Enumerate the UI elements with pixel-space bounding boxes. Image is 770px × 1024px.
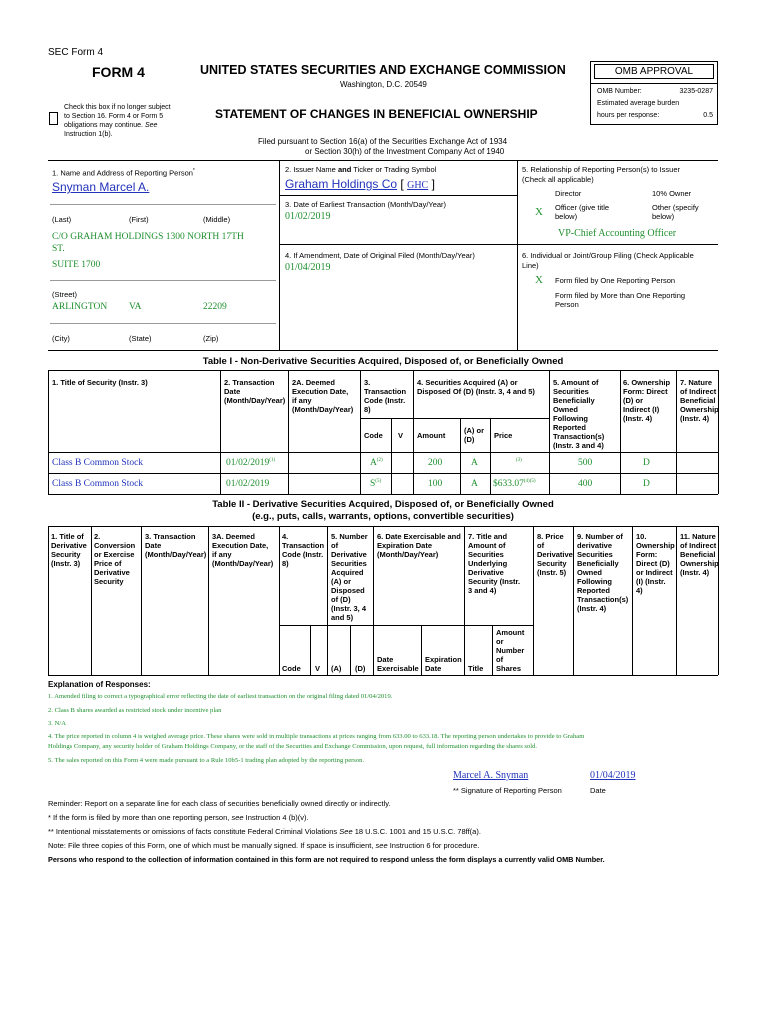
- box4-label: 4. If Amendment, Date of Original Filed (Month/Day/Year): [285, 251, 475, 260]
- t2-col-title: 1. Title of Derivative Security (Instr. 3): [51, 532, 87, 568]
- t1-row2-owned: 400: [578, 479, 593, 489]
- footnote-5: 5. The sales reported on this Form 4 were made pursuant to a Rule 10b5-1 trading plan adopted by the reporting person.: [48, 757, 365, 764]
- t1-sub-price: Price: [494, 431, 513, 440]
- t1-col-securities: 4. Securities Acquired (A) or Disposed Of (D) (Instr. 3, 4 and 5): [417, 378, 535, 396]
- footnote-1: 1. Amended filing to correct a typographical error reflecting the date of earliest transaction on the original filing dated 01/04/2019.: [48, 693, 393, 700]
- footer-line-3: Note: File three copies of this Form, one of which must be manually signed. If space is insufficient, see Instruction 6 for procedure.: [48, 841, 480, 850]
- t1-row1-owned: 500: [578, 458, 593, 468]
- reminder-text: Reminder: Report on a separate line for each class of securities beneficially owned directly or indirectly.: [48, 799, 391, 808]
- ticker-bracket-open: [: [400, 177, 404, 191]
- t2-col-nature: 11. Nature of Indirect Beneficial Ownership (Instr. 4): [680, 532, 719, 577]
- t1-row2-title[interactable]: Class B Common Stock: [52, 479, 144, 489]
- t2-col-underlying: 7. Title and Amount of Securities Underlying Derivative Security (Instr. 3 and 4): [468, 532, 521, 595]
- t1-col-code: 3. Transaction Code (Instr. 8): [364, 378, 407, 414]
- t1-sub-aord: (A) or (D): [464, 426, 484, 444]
- t1-col-nature: 7. Nature of Indirect Beneficial Ownership (Instr. 4): [680, 378, 719, 423]
- t2-sub-amount: Amount or Number of Shares: [496, 628, 525, 673]
- officer-checkmark[interactable]: X: [535, 206, 543, 218]
- t1-row2-price: $\$633.07^{(4)(5)}$: [493, 479, 536, 490]
- t2-sub-title: Title: [468, 664, 484, 673]
- officer-title: VP-Chief Accounting Officer: [558, 228, 677, 239]
- omb-hours: 0.5: [703, 112, 713, 119]
- t1-sub-v: V: [398, 431, 404, 440]
- box1-label: 1. Name and Address of Reporting Person*: [52, 168, 195, 178]
- t1-row1-form: D: [643, 458, 650, 468]
- table2-title: Table II - Derivative Securities Acquired, Disposed of, or Beneficially Owned (e.g., puts, calls, warrants, options, convertible securities): [212, 499, 554, 522]
- sec-form-label: SEC Form 4: [48, 47, 104, 58]
- director-option[interactable]: Director: [555, 189, 582, 198]
- t1-row1-amount: 200: [428, 458, 443, 468]
- omb-burden-label: Estimated average burden: [597, 100, 680, 107]
- street-label: (Street): [52, 290, 78, 299]
- t1-row1-price: (3): [516, 458, 522, 463]
- footer-line-1: * If the form is filed by more than one reporting person, see Instruction 4 (b)(v).: [48, 813, 309, 822]
- t2-col-number: 5. Number of Derivative Securities Acquired (A) or Disposed of (D) (Instr. 3, 4 and 5): [331, 532, 368, 622]
- more-persons-option[interactable]: Form filed by More than One Reporting Person: [555, 291, 686, 309]
- t1-sub-code: Code: [364, 431, 383, 440]
- omb-approval-title: OMB APPROVAL: [594, 64, 714, 79]
- address-state: VA: [129, 302, 142, 312]
- ticker-bracket-close: ]: [431, 177, 435, 191]
- agency-title: UNITED STATES SECURITIES AND EXCHANGE COMMISSION: [200, 63, 566, 77]
- filed-pursuant-2: or Section 30(h) of the Investment Company Act of 1940: [305, 147, 505, 156]
- footer-line-2: ** Intentional misstatements or omissions of facts constitute Federal Criminal Violations See 18 U.S.C. 1001 and 15 U.S.C. 78ff(a).: [48, 827, 481, 836]
- middle-label: (Middle): [203, 215, 231, 224]
- t1-row2-aord: A: [471, 479, 478, 489]
- omb-number: 3235-0287: [679, 88, 713, 95]
- t1-row1-title[interactable]: Class B Common Stock: [52, 458, 144, 468]
- omb-hours-label: hours per response:: [597, 112, 660, 119]
- one-person-checkmark[interactable]: X: [535, 274, 543, 286]
- ten-percent-owner-option[interactable]: 10% Owner: [652, 189, 692, 198]
- t1-col-title: 1. Title of Security (Instr. 3): [52, 378, 148, 387]
- filed-pursuant-1: Filed pursuant to Section 16(a) of the Securities Exchange Act of 1934: [258, 137, 508, 146]
- statement-title: STATEMENT OF CHANGES IN BENEFICIAL OWNERSHIP: [215, 107, 538, 121]
- t2-col-date: 3. Transaction Date (Month/Day/Year): [145, 532, 207, 559]
- t1-row1-aord: A: [471, 458, 478, 468]
- no-longer-subject-checkbox[interactable]: [49, 112, 58, 125]
- t2-col-exercisable: 6. Date Exercisable and Expiration Date (Month/Day/Year): [377, 532, 461, 559]
- t2-col-code: 4. Transaction Code (Instr. 8): [282, 532, 325, 568]
- form-title: FORM 4: [92, 64, 145, 80]
- officer-option[interactable]: Officer (give title below): [555, 203, 610, 221]
- issuer-name[interactable]: Graham Holdings Co: [285, 177, 398, 191]
- amendment-date: 01/04/2019: [285, 262, 331, 273]
- checkbox-instructions: [64, 103, 171, 139]
- t1-sub-amount: Amount: [417, 431, 446, 440]
- t1-col-ownership-form: 6. Ownership Form: Direct (D) or Indirect (I) (Instr. 4): [623, 378, 671, 423]
- t2-col-ownership-form: 10. Ownership Form: Direct (D) or Indirect (I) (Instr. 4): [636, 532, 675, 595]
- address-line-3: SUITE 1700: [52, 260, 101, 270]
- signature-date: 01/04/2019: [590, 770, 636, 781]
- t2-col-deemed: 3A. Deemed Execution Date, if any (Month/Day/Year): [212, 532, 274, 568]
- explanation-title: Explanation of Responses:: [48, 680, 151, 689]
- issuer-line: [285, 177, 435, 191]
- signature-date-label: Date: [590, 786, 606, 795]
- ticker-symbol[interactable]: GHC: [407, 180, 429, 191]
- t1-col-date: 2. Transaction Date (Month/Day/Year): [224, 378, 286, 405]
- state-label: (State): [129, 334, 152, 343]
- checkbox-text-line-2: to Section 16. Form 4 or Form 5: [64, 113, 164, 120]
- t2-col-conversion: 2. Conversion or Exercise Price of Derivative Security: [94, 532, 136, 586]
- signature-label: ** Signature of Reporting Person: [453, 786, 562, 795]
- checkbox-text-line-4: Instruction 1(b).: [64, 131, 113, 138]
- other-option[interactable]: Other (specify below): [652, 203, 699, 221]
- footer-line-4: Persons who respond to the collection of information contained in this form are not required to respond unless the form displays a currently valid OMB Number.: [48, 855, 605, 864]
- t1-row2-date: 01/02/2019: [226, 479, 270, 490]
- t1-row1-date: 01/02/2019$^{(1)}$: [226, 458, 276, 469]
- table1-title: Table I - Non-Derivative Securities Acquired, Disposed of, or Beneficially Owned: [202, 356, 564, 367]
- footnote-2: 2. Class B shares awarded as restricted stock under incentive plan: [48, 707, 222, 714]
- t1-row1-code: $A^{(2)}$: [370, 458, 383, 469]
- city-label: (City): [52, 334, 70, 343]
- t2-col-price: 8. Price of Derivative Security (Instr. 5): [537, 532, 573, 577]
- t1-row2-amount: 100: [428, 479, 443, 489]
- last-label: (Last): [52, 215, 72, 224]
- omb-number-label: OMB Number:: [597, 88, 642, 95]
- t1-row2-code: $S^{(5)}$: [370, 479, 382, 490]
- checkbox-text-line-3: obligations may continue. See: [64, 122, 158, 129]
- box3-label: 3. Date of Earliest Transaction (Month/Day/Year): [285, 200, 447, 209]
- zip-label: (Zip): [203, 334, 219, 343]
- one-person-option[interactable]: Form filed by One Reporting Person: [555, 276, 676, 285]
- t2-sub-expiration: Expiration Date: [425, 655, 462, 673]
- footnote-4a: 4. The price reported in column 4 is weighed average price. These shares were sold in multiple transactions at prices ranging from 633.00 to 633.18. The reporting person undertakes to provide to Graham: [48, 733, 585, 740]
- agency-city: Washington, D.C. 20549: [340, 80, 427, 89]
- checkbox-text-line-1: Check this box if no longer subject: [64, 104, 171, 111]
- t1-col-deemed: 2A. Deemed Execution Date, if any (Month/Day/Year): [292, 378, 354, 414]
- box2-label: 2. Issuer Name and Ticker or Trading Symbol: [285, 165, 437, 174]
- t2-sub-code: Code: [282, 664, 301, 673]
- t2-sub-a: (A): [331, 664, 342, 673]
- address-city: ARLINGTON: [52, 302, 108, 312]
- first-label: (First): [129, 215, 149, 224]
- omb-approval-box: [590, 61, 718, 125]
- t1-row2-form: D: [643, 479, 650, 489]
- footnote-3: 3. N/A: [48, 720, 66, 727]
- t1-col-amount-owned: 5. Amount of Securities Beneficially Owned Following Reported Transaction(s) (Instr. 3 and 4): [553, 378, 605, 450]
- box6-label: 6. Individual or Joint/Group Filing (Check Applicable Line): [522, 251, 694, 270]
- address-line-1: C/O GRAHAM HOLDINGS 1300 NORTH 17TH: [52, 232, 244, 242]
- t2-sub-v: V: [315, 664, 321, 673]
- earliest-transaction-date: 01/02/2019: [285, 211, 331, 222]
- address-line-2: ST.: [52, 244, 65, 254]
- t2-col-owned: 9. Number of derivative Securities Beneficially Owned Following Reported Transaction(s) (Instr. 4): [577, 532, 629, 613]
- t2-sub-d: (D): [355, 664, 366, 673]
- reporting-person-name[interactable]: Snyman Marcel A.: [52, 180, 150, 194]
- signature-name: Marcel A. Snyman: [453, 770, 529, 781]
- address-zip: 22209: [203, 302, 227, 312]
- box5-label: 5. Relationship of Reporting Person(s) to Issuer (Check all applicable): [522, 165, 680, 184]
- footnote-4b: Holdings Company, any security holder of Graham Holdings Company, or the staff of the Securities and Exchange Commission, upon request, full information regarding the shares sold.: [48, 743, 538, 750]
- t2-sub-date-exercisable: Date Exercisable: [377, 655, 419, 673]
